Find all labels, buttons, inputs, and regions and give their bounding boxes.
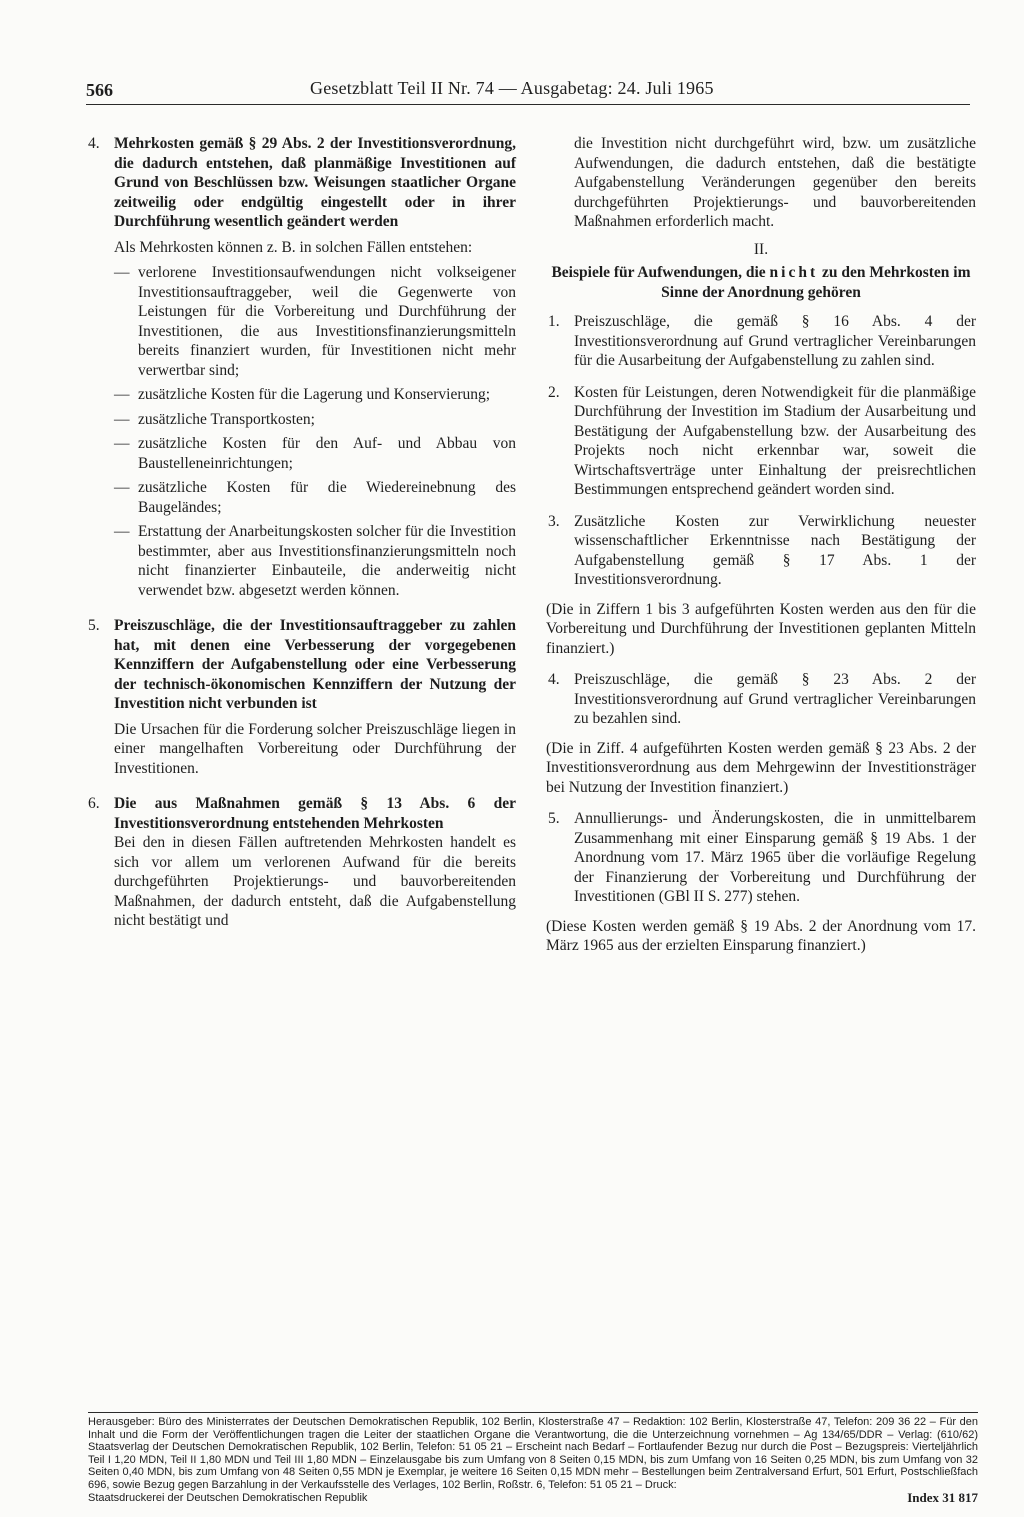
page-header	[86, 74, 970, 105]
item-number: 4.	[88, 135, 100, 152]
section-heading-part-b: zu den Mehrkosten im Sinne der Anordnung gehören	[661, 264, 971, 301]
item-number: 5.	[88, 617, 100, 634]
gazette-header-title: Gesetzblatt Teil II Nr. 74 — Ausgabetag: 24. Juli 1965	[310, 78, 714, 98]
list-item: — zusätzliche Kosten für den Auf- und Abbau von Baustelleneinrichtungen;	[114, 434, 516, 473]
item-text: Preiszuschläge, die gemäß § 16 Abs. 4 der Investitionsverordnung auf Grund vertraglicher Vereinbarungen für die Ausarbeitung der Aufgabenstellung zu zahlen sind.	[574, 313, 976, 369]
imprint-footer	[88, 1412, 978, 1504]
section-item-4	[86, 134, 516, 600]
financing-note: (Diese Kosten werden gemäß § 19 Abs. 2 der Anordnung vom 17. März 1965 aus der erzielten Einsparung finanziert.)	[546, 917, 976, 954]
left-column	[86, 134, 516, 931]
section-item-6	[86, 794, 516, 931]
list-item: — zusätzliche Kosten für die Lagerung und Konservierung;	[114, 385, 516, 405]
item-number: 2.	[548, 383, 560, 401]
list-item-2	[546, 383, 976, 500]
item-text: Bei den in diesen Fällen auftretenden Mehrkosten handelt es sich vor allem um verlorenen Aufwand für die bereits durchgeführten Projektierungs- und bauvorbereitenden Maßnahmen, der dadurch entsteht, daß die Aufgabenstellung nicht bestätigt und	[114, 834, 516, 929]
item-number: 5.	[548, 810, 560, 827]
item-text: Zusätzliche Kosten zur Verwirklichung neuester wissenschaftlicher Erkenntnisse nach Bestätigung der Aufgabenstellung gemäß § 17 Abs. 1 der Investitionsverordnung.	[574, 512, 976, 588]
item-text: Kosten für Leistungen, deren Notwendigkeit für die planmäßige Durchführung der Investition im Stadium der Ausarbeitung und Bestätigung der Aufgabenstellung bzw. der Ausarbeitung des Projekts noch nicht erkennbar war, soweit die Wirtschaftsverträge unter Einhaltung der preisrechtlichen Bestimmungen entsprechend geändert worden sind.	[574, 383, 976, 498]
item-text: Die Ursachen für die Forderung solcher Preiszuschläge liegen in einer mangelhaften Vorbereitung oder Durchführung der Investitionen.	[114, 720, 516, 777]
right-column	[546, 134, 976, 956]
section-heading	[546, 263, 976, 302]
list-item-4	[546, 670, 976, 729]
financing-note: (Die in Ziff. 4 aufgeführten Kosten werden gemäß § 23 Abs. 2 der Investitionsverordnung aus dem Mehrgewinn der Investitionsträger bei Nutzung der Investition finanziert.)	[546, 739, 976, 796]
list-item: — zusätzliche Transportkosten;	[114, 410, 516, 430]
index-number: Index 31 817	[907, 1489, 978, 1505]
item-text: Annullierungs- und Änderungskosten, die in unmittelbarem Zusammenhang mit einer Einsparung gemäß § 19 Abs. 1 der Anordnung vom 17. März 1965 über die vorläufige Regelung der Finanzierung der Vorbereitung und Durchführung der Investitionen (GBl II S. 277) stehen.	[574, 810, 976, 905]
list-item-3	[546, 512, 976, 590]
dash-list	[114, 263, 516, 600]
list-item: — verlorene Investitionsaufwendungen nicht volkseigener Investitionsauftraggeber, weil die Gegenwerte von Leistungen für die Vorbereitung und Durchführung der Investitionen, die aus Investitionsfinanzierungsmitteln bereits finanziert wurden, für Investitionen nicht mehr verwertbar sind;	[114, 263, 516, 380]
imprint-text: Herausgeber: Büro des Ministerrates der Deutschen Demokratischen Republik, 102 Berlin, Klosterstraße 47 – Redaktion: 102 Berlin, Klosterstraße 47, Telefon: 209 36 22 – Für den Inhalt und die Form der Veröffentlichungen tragen die Leiter der staatlichen Organe die Verantwortung, die die Unterzeichnung vornehmen – Ag 134/65/DDR – Verlag: (610/62) Staatsverlag der Deutschen Demokratischen Republik, 102 Berlin, Telefon: 51 05 21 – Erscheint nach Bedarf – Fortlaufender Bezug nur durch die Post – Bezugspreis: Vierteljährlich Teil I 1,20 MDN, Teil II 1,80 MDN und Teil III 1,80 MDN – Einzelausgabe bis zum Umfang von 8 Seiten 0,15 MDN, bis zum Umfang von 16 Seiten 0,25 MDN, bis zum Umfang von 32 Seiten 0,40 MDN, bis zum Umfang von 48 Seiten 0,55 MDN je Exemplar, je weitere 16 Seiten 0,15 MDN mehr – Bestellungen beim Zentralversand Erfurt, 501 Erfurt, Postschließfach 696, sowie Bezug gegen Barzahlung in der Verkaufsstelle des Verlages, 102 Berlin, Roßstr. 6, Telefon: 51 05 21 – Druck:	[88, 1416, 978, 1491]
imprint-last-line	[88, 1489, 978, 1505]
item-number: 3.	[548, 512, 560, 530]
section-number: II.	[753, 240, 769, 258]
printer-name: Staatsdruckerei der Deutschen Demokratischen Republik	[88, 1491, 368, 1504]
continuation-text: die Investition nicht durchgeführt wird, bzw. um zusätzliche Aufwendungen, die dadurch entstehen, daß die bestätigte Aufgabenstellung Veränderungen gegenüber den bereits durchgeführten Projektierungs- und bauvorbereitenden Maßnahmen erforderlich macht.	[574, 135, 976, 230]
item-text: Preiszuschläge, die gemäß § 23 Abs. 2 der Investitionsverordnung auf Grund vertraglicher Vereinbarungen zu bezahlen sind.	[574, 671, 976, 727]
item-intro: Als Mehrkosten können z. B. in solchen Fällen entstehen:	[114, 238, 473, 256]
list-item-1	[546, 312, 976, 371]
item-number: 4.	[548, 671, 560, 688]
item-number: 1.	[548, 313, 560, 330]
page-number: 566	[86, 80, 113, 100]
item-heading: Preiszuschläge, die der Investitionsauftraggeber zu zahlen hat, mit denen eine Verbesserung der vorgegebenen Kennziffern der Aufgabenstellung oder eine Verbesserung der technisch-ökonomischen Kennziffern der Nutzung der Investition nicht verbunden ist	[114, 617, 516, 712]
item-heading: Mehrkosten gemäß § 29 Abs. 2 der Investitionsverordnung, die dadurch entstehen, daß planmäßige Investitionen auf Grund von Beschlüssen bzw. Weisungen staatlicher Organe zeitweilig oder endgültig eingestellt oder in ihrer Durchführung wesentlich geändert werden	[114, 135, 516, 230]
section-heading-emphasis: nicht	[769, 264, 819, 281]
item-number: 6.	[88, 795, 100, 812]
list-item-5	[546, 809, 976, 907]
section-item-5	[86, 616, 516, 778]
list-item: — zusätzliche Kosten für die Wiedereinebnung des Baugeländes;	[114, 478, 516, 517]
section-heading-part-a: Beispiele für Aufwendungen, die	[551, 264, 766, 281]
list-item: — Erstattung der Anarbeitungskosten solcher für die Investition bestimmter, aber aus Investitionsfinanzierungsmitteln noch nicht finanzierter Einbauteile, die anderweitig nicht verwendet bzw. abgesetzt werden können.	[114, 522, 516, 600]
item-heading: Die aus Maßnahmen gemäß § 13 Abs. 6 der Investitionsverordnung entstehenden Mehrkosten	[114, 795, 516, 832]
financing-note: (Die in Ziffern 1 bis 3 aufgeführten Kosten werden aus den für die Vorbereitung und Durchführung der Investitionen geplanten Mitteln finanziert.)	[546, 600, 976, 657]
